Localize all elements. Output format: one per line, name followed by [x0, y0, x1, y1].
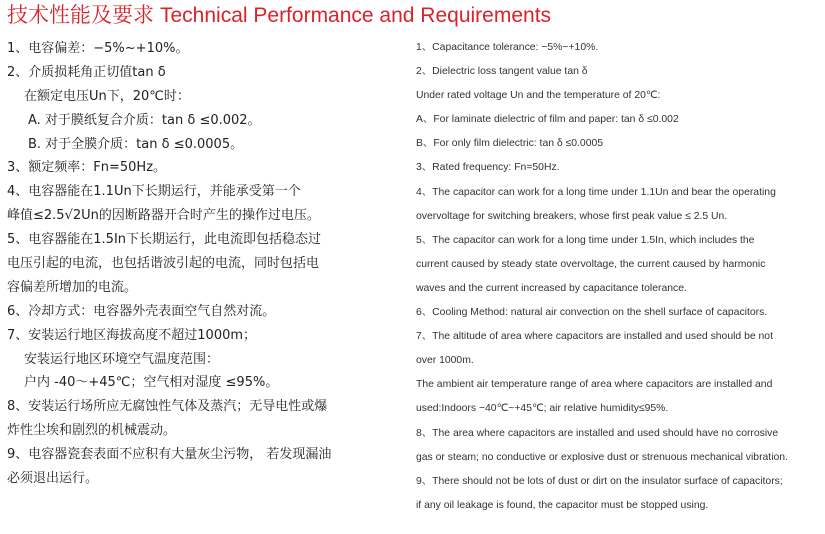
- en-requirement-line: gas or steam; no conductive or explosive dust or strenuous mechanical vibration.: [416, 451, 788, 463]
- en-requirement-line: if any oil leakage is found, the capacitor must be stopped using.: [416, 499, 709, 511]
- en-requirement-line: 3、Rated frequency: Fn=50Hz.: [416, 162, 560, 174]
- en-requirement-line: 1、Capacitance tolerance: −5%~+10%.: [416, 42, 599, 53]
- title-chinese: 技术性能及要求: [7, 3, 154, 27]
- en-requirement-line: A、For laminate dielectric of film and paper: tan δ ≤0.002: [416, 114, 679, 126]
- english-requirements-column: [416, 36, 821, 518]
- cn-requirement-line: 3、额定频率：Fn=50Hz。: [7, 160, 167, 176]
- cn-requirement-line: 5、电容器能在1.5In下长期运行，此电流即包括稳态过: [7, 232, 322, 248]
- cn-requirement-line: 必须退出运行。: [7, 471, 99, 487]
- en-requirement-line: 9、There should not be lots of dust or dirt on the insulator surface of capacitors;: [416, 475, 783, 487]
- en-requirement-line: 2、Dielectric loss tangent value tan δ: [416, 66, 588, 78]
- cn-requirement-line: 6、冷却方式：电容器外壳表面空气自然对流。: [7, 303, 276, 319]
- cn-requirement-line: 炸性尘埃和剧烈的机械震动。: [7, 423, 177, 439]
- cn-requirement-line: 1、电容偏差：−5%~+10%。: [7, 41, 189, 56]
- en-requirement-line: B、For only film dielectric: tan δ ≤0.0005: [416, 138, 604, 150]
- en-requirement-line: 4、The capacitor can work for a long time under 1.1Un and bear the operating: [416, 186, 776, 198]
- cn-requirement-line: A. 对于膜纸复合介质：tan δ ≤0.002。: [28, 112, 261, 128]
- en-requirement-line: used:Indoors −40℃~+45℃; air relative humidity≤95%.: [416, 403, 669, 415]
- en-requirement-line: Under rated voltage Un and the temperature of 20℃:: [416, 90, 661, 102]
- en-requirement-line: current caused by steady state overvoltage, the current caused by harmonic: [416, 258, 766, 270]
- cn-requirement-line: 容偏差所增加的电流。: [7, 279, 138, 295]
- en-requirement-line: 6、Cooling Method: natural air convection on the shell surface of capacitors.: [416, 307, 768, 319]
- en-requirement-line: waves and the current increased by capacitance tolerance.: [416, 282, 687, 294]
- cn-requirement-line: 户内 -40～+45℃；空气相对湿度 ≤95%。: [24, 375, 279, 391]
- en-requirement-line: 7、The altitude of area where capacitors are installed and used should be not: [416, 331, 773, 343]
- chinese-requirements-column: [7, 37, 407, 491]
- title-english: Technical Performance and Requirements: [160, 4, 552, 27]
- cn-requirement-line: 9、电容器瓷套表面不应积有大量灰尘污物， 若发现漏油: [7, 447, 332, 463]
- en-requirement-line: overvoltage for switching breakers, whose first peak value ≤ 2.5 Un.: [416, 210, 728, 222]
- cn-requirement-line: 4、电容器能在1.1Un下长期运行，并能承受第一个: [7, 184, 301, 200]
- cn-requirement-line: 电压引起的电流，也包括谐波引起的电流，同时包括电: [7, 256, 320, 272]
- en-requirement-line: 8、The area where capacitors are installed and used should have no corrosive: [416, 427, 779, 439]
- cn-requirement-line: B. 对于全膜介质：tan δ ≤0.0005。: [28, 136, 244, 152]
- cn-requirement-line: 安装运行地区环境空气温度范围：: [24, 351, 220, 367]
- en-requirement-line: 5、The capacitor can work for a long time under 1.5In, which includes the: [416, 234, 755, 246]
- cn-requirement-line: 2、介质损耗角正切值tan δ: [7, 64, 166, 80]
- en-requirement-line: The ambient air temperature range of area where capacitors are installed and: [416, 379, 773, 391]
- cn-requirement-line: 7、安装运行地区海拔高度不超过1000m；: [7, 327, 257, 343]
- cn-requirement-line: 在额定电压Un下，20℃时：: [24, 88, 190, 104]
- en-requirement-line: over 1000m.: [416, 355, 474, 367]
- cn-requirement-line: 8、安装运行场所应无腐蚀性气体及蒸汽；无导电性或爆: [7, 399, 328, 415]
- cn-requirement-line: 峰值≤2.5√2Un的因断路器开合时产生的操作过电压。: [7, 208, 320, 224]
- page-title: [7, 0, 551, 30]
